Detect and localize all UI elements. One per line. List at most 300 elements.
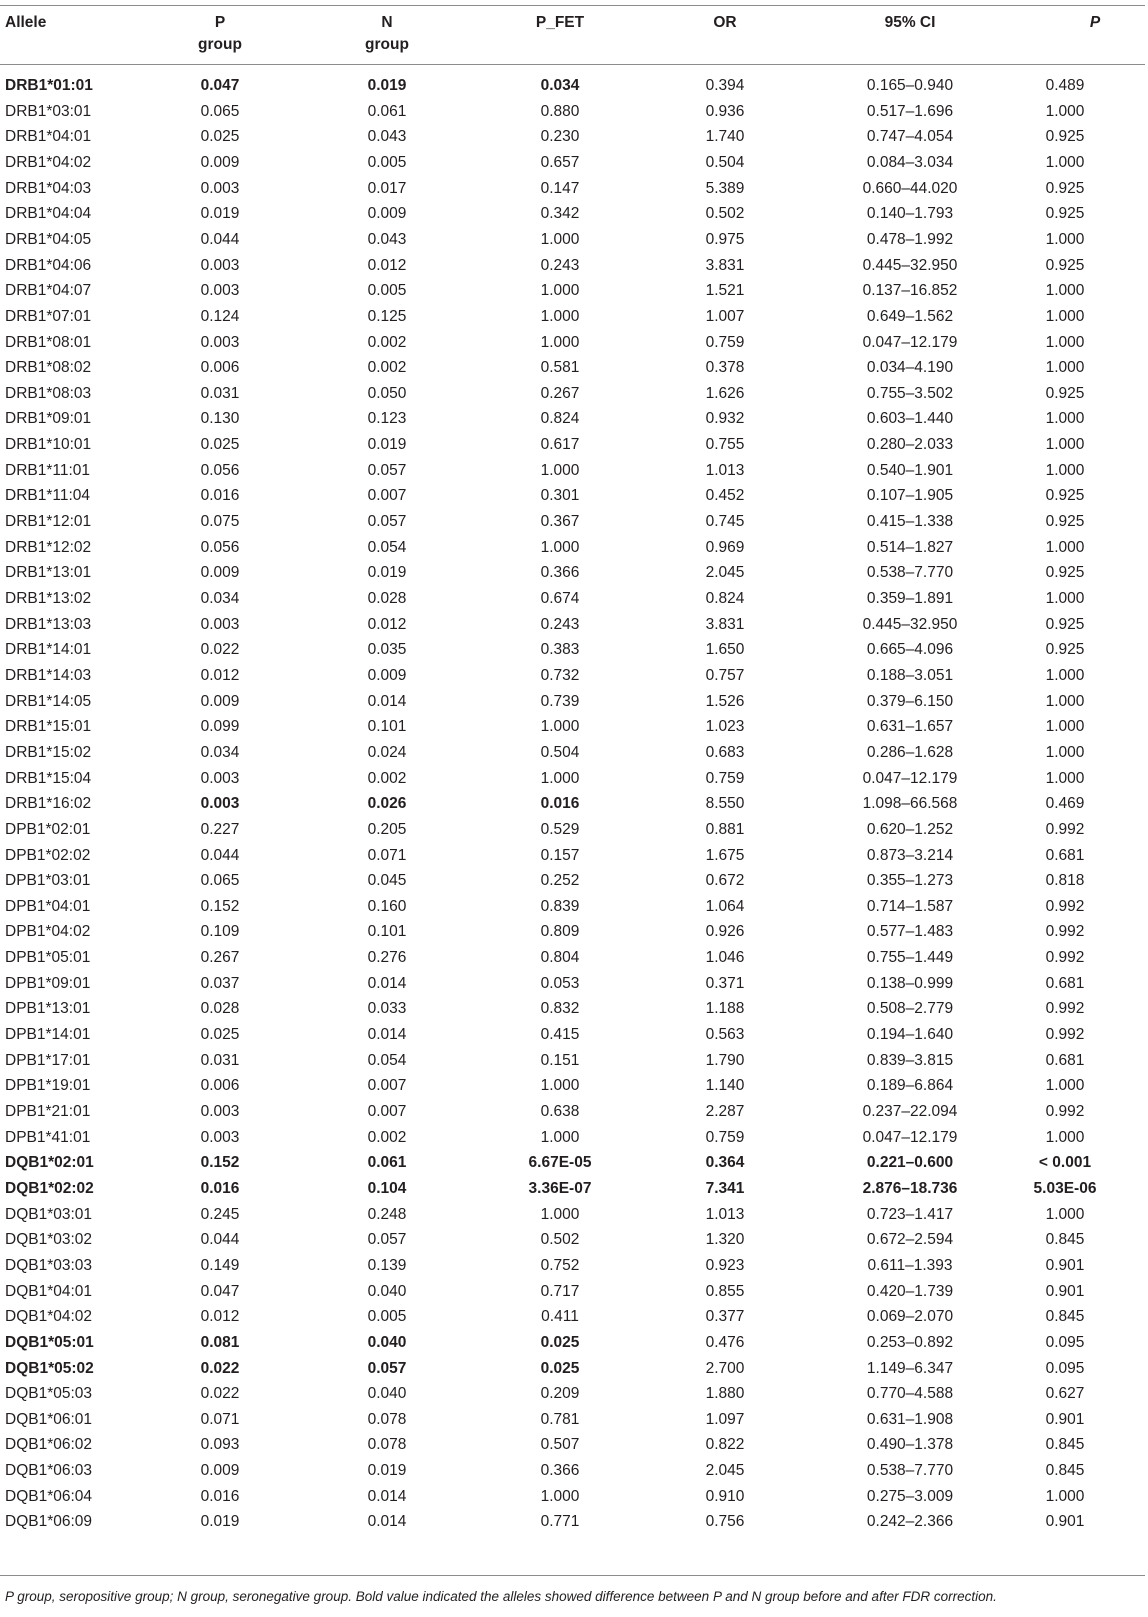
- cell-95-ci: 0.445–32.950: [862, 615, 958, 633]
- header-n-group-line2: group: [365, 36, 409, 53]
- cell-or: 1.013: [705, 461, 745, 479]
- cell-p: 1.000: [1045, 769, 1085, 787]
- table-row: [0, 509, 1148, 535]
- table-row: [0, 996, 1148, 1022]
- cell-p-fet: 0.415: [540, 1026, 580, 1044]
- cell-p-group: 0.267: [200, 949, 240, 967]
- cell-p-fet: 1.000: [540, 1128, 580, 1146]
- cell-p: 0.681: [1045, 846, 1085, 864]
- cell-95-ci: 0.359–1.891: [866, 590, 954, 607]
- cell-or: 1.880: [705, 1385, 745, 1403]
- cell-or: 0.504: [705, 153, 745, 171]
- cell-n-group: 0.005: [367, 153, 407, 171]
- cell-or: 1.320: [705, 1231, 745, 1249]
- cell-p-group: 0.012: [200, 1308, 240, 1326]
- cell-p-group: 0.009: [200, 692, 240, 710]
- cell-p-group: 0.227: [200, 820, 240, 838]
- cell-n-group: 0.061: [367, 102, 407, 120]
- table-row: [0, 253, 1148, 279]
- cell-p-group: 0.003: [200, 282, 240, 300]
- cell-95-ci: 0.140–1.793: [866, 205, 954, 223]
- cell-p-fet: 0.804: [540, 949, 580, 967]
- cell-allele: DPB1*21:01: [5, 1103, 91, 1120]
- cell-allele: DRB1*04:07: [5, 282, 92, 300]
- cell-or: 2.045: [705, 1462, 745, 1480]
- cell-p-group: 0.003: [200, 1103, 240, 1120]
- cell-p: 0.925: [1045, 641, 1085, 659]
- header-p: [1050, 12, 1140, 34]
- cell-allele: DQB1*02:01: [5, 1154, 94, 1172]
- table-row: [0, 330, 1148, 356]
- cell-allele: DQB1*03:03: [5, 1256, 93, 1274]
- cell-p-fet: 0.366: [540, 1462, 580, 1480]
- cell-p-fet: 0.781: [540, 1410, 580, 1428]
- cell-or: 5.389: [705, 179, 745, 197]
- cell-allele: DRB1*07:01: [5, 307, 92, 325]
- cell-p-group: 0.022: [200, 1385, 240, 1403]
- cell-95-ci: 0.237–22.094: [862, 1103, 958, 1120]
- cell-n-group: 0.054: [367, 1051, 407, 1069]
- cell-p: 1.000: [1045, 307, 1085, 325]
- table-row: [0, 176, 1148, 202]
- cell-p: 0.925: [1045, 615, 1085, 633]
- cell-allele: DQB1*06:03: [5, 1462, 93, 1480]
- cell-or: 0.824: [705, 590, 745, 607]
- cell-p-group: 0.056: [200, 461, 240, 479]
- table-row: [0, 304, 1148, 330]
- table-row: [0, 1304, 1148, 1330]
- cell-allele: DRB1*14:03: [5, 666, 92, 684]
- table-row: [0, 227, 1148, 253]
- cell-p-fet: 0.252: [540, 872, 580, 890]
- cell-or: 0.757: [705, 666, 745, 684]
- cell-allele: DQB1*06:04: [5, 1487, 93, 1505]
- table-row: [0, 1458, 1148, 1484]
- cell-95-ci: 0.242–2.366: [866, 1513, 954, 1531]
- cell-p-fet: 0.739: [540, 692, 580, 710]
- cell-allele: DRB1*04:05: [5, 230, 92, 248]
- cell-p: 1.000: [1045, 410, 1085, 428]
- cell-p: 5.03E-06: [1033, 1179, 1097, 1197]
- cell-p: 1.000: [1045, 1128, 1085, 1146]
- cell-allele: DPB1*13:01: [5, 1000, 91, 1018]
- cell-p: 0.925: [1045, 179, 1085, 197]
- cell-p: 0.992: [1045, 1026, 1085, 1044]
- cell-n-group: 0.002: [367, 333, 407, 351]
- cell-p: 0.469: [1045, 795, 1085, 813]
- cell-p-fet: 1.000: [540, 1077, 580, 1095]
- cell-p-group: 0.130: [200, 410, 240, 428]
- cell-p-fet: 0.839: [540, 897, 580, 915]
- cell-p: 0.901: [1045, 1282, 1085, 1300]
- cell-allele: DQB1*03:01: [5, 1205, 93, 1223]
- cell-n-group: 0.043: [367, 230, 407, 248]
- cell-95-ci: 0.084–3.034: [866, 153, 954, 171]
- cell-p: 1.000: [1045, 333, 1085, 351]
- header-or-label: OR: [713, 14, 737, 31]
- cell-p: 1.000: [1045, 692, 1085, 710]
- cell-n-group: 0.061: [367, 1154, 407, 1172]
- cell-n-group: 0.205: [367, 820, 407, 838]
- cell-p: 0.925: [1045, 256, 1085, 274]
- cell-or: 1.626: [705, 384, 745, 402]
- cell-n-group: 0.024: [367, 743, 407, 761]
- cell-or: 0.683: [705, 743, 745, 761]
- cell-95-ci: 0.770–4.588: [866, 1385, 954, 1403]
- cell-95-ci: 0.188–3.051: [866, 666, 954, 684]
- table-row: [0, 1356, 1148, 1382]
- cell-95-ci: 0.649–1.562: [866, 307, 954, 325]
- cell-allele: DRB1*15:04: [5, 769, 92, 787]
- cell-or: 1.023: [705, 718, 745, 736]
- cell-p-group: 0.003: [200, 795, 240, 813]
- cell-p-group: 0.065: [200, 102, 240, 120]
- cell-p-fet: 0.025: [540, 1359, 580, 1377]
- cell-95-ci: 1.098–66.568: [862, 795, 958, 813]
- cell-or: 0.756: [705, 1513, 745, 1531]
- cell-p: 0.992: [1045, 1000, 1085, 1018]
- cell-allele: DPB1*19:01: [5, 1077, 91, 1095]
- cell-p-group: 0.003: [200, 333, 240, 351]
- cell-p-fet: 1.000: [540, 230, 580, 248]
- cell-95-ci: 0.603–1.440: [866, 410, 954, 428]
- table-row: [0, 1279, 1148, 1305]
- cell-or: 1.521: [705, 282, 745, 300]
- cell-p-fet: 0.230: [540, 128, 580, 146]
- cell-or: 0.476: [705, 1333, 745, 1351]
- cell-p-fet: 0.209: [540, 1385, 580, 1403]
- cell-or: 1.526: [705, 692, 745, 710]
- cell-p-group: 0.019: [200, 1513, 240, 1531]
- cell-allele: DPB1*17:01: [5, 1051, 91, 1069]
- cell-or: 0.936: [705, 102, 745, 120]
- cell-95-ci: 0.665–4.096: [866, 641, 954, 659]
- cell-p-group: 0.124: [200, 307, 240, 325]
- cell-p-group: 0.016: [200, 487, 240, 505]
- table-row: [0, 971, 1148, 997]
- cell-p: 0.992: [1045, 1103, 1085, 1120]
- table-row: [0, 1227, 1148, 1253]
- cell-allele: DRB1*13:01: [5, 564, 92, 582]
- cell-or: 0.377: [705, 1308, 745, 1326]
- cell-or: 0.881: [705, 820, 745, 838]
- cell-p-group: 0.009: [200, 564, 240, 582]
- cell-allele: DRB1*14:01: [5, 641, 92, 659]
- cell-95-ci: 0.047–12.179: [862, 769, 958, 787]
- header-n-group: [347, 12, 427, 56]
- cell-p-fet: 0.504: [540, 743, 580, 761]
- table-footnote: P group, seropositive group; N group, seronegative group. Bold value indicated the alleles showed difference between P and N group before and after FDR correction.: [5, 1589, 997, 1604]
- cell-or: 0.975: [705, 230, 745, 248]
- cell-p-fet: 0.717: [540, 1282, 580, 1300]
- cell-n-group: 0.014: [367, 692, 407, 710]
- cell-p-group: 0.022: [200, 1359, 240, 1377]
- table-row: [0, 278, 1148, 304]
- cell-95-ci: 0.478–1.992: [866, 230, 954, 248]
- table-header-row: [0, 12, 1148, 58]
- cell-or: 1.046: [705, 949, 745, 967]
- header-or: [685, 12, 765, 34]
- table-row: [0, 1176, 1148, 1202]
- cell-n-group: 0.050: [367, 384, 407, 402]
- cell-n-group: 0.002: [367, 359, 407, 377]
- cell-n-group: 0.009: [367, 666, 407, 684]
- cell-p-group: 0.044: [200, 846, 240, 864]
- cell-p-group: 0.003: [200, 256, 240, 274]
- cell-n-group: 0.045: [367, 872, 407, 890]
- cell-p-group: 0.034: [200, 590, 240, 607]
- cell-95-ci: 0.138–0.999: [866, 974, 954, 992]
- cell-p: 1.000: [1045, 538, 1085, 556]
- cell-p: 1.000: [1045, 436, 1085, 454]
- cell-n-group: 0.040: [367, 1333, 407, 1351]
- cell-95-ci: 0.355–1.273: [866, 872, 954, 890]
- cell-n-group: 0.040: [367, 1282, 407, 1300]
- table-bottom-rule: [0, 1575, 1145, 1576]
- cell-p: 0.992: [1045, 897, 1085, 915]
- cell-or: 0.378: [705, 359, 745, 377]
- cell-p-group: 0.031: [200, 384, 240, 402]
- cell-95-ci: 0.839–3.815: [866, 1051, 954, 1069]
- cell-allele: DRB1*14:05: [5, 692, 92, 710]
- cell-or: 1.650: [705, 641, 745, 659]
- cell-p-group: 0.245: [200, 1205, 240, 1223]
- cell-n-group: 0.019: [367, 436, 407, 454]
- cell-p-fet: 0.267: [540, 384, 580, 402]
- cell-p-fet: 0.016: [540, 795, 580, 813]
- header-p-group-line1: P: [214, 14, 226, 31]
- table-row: [0, 1432, 1148, 1458]
- cell-or: 0.745: [705, 513, 745, 531]
- cell-n-group: 0.101: [367, 923, 407, 941]
- cell-p-fet: 0.502: [540, 1231, 580, 1249]
- cell-p-fet: 0.674: [540, 590, 580, 607]
- cell-95-ci: 0.286–1.628: [866, 743, 954, 761]
- cell-p: 0.925: [1045, 513, 1085, 531]
- cell-allele: DQB1*05:03: [5, 1385, 93, 1403]
- cell-or: 0.502: [705, 205, 745, 223]
- cell-95-ci: 0.047–12.179: [862, 1128, 958, 1146]
- cell-p-fet: 0.507: [540, 1436, 580, 1454]
- cell-95-ci: 0.415–1.338: [866, 513, 954, 531]
- cell-or: 0.923: [705, 1256, 745, 1274]
- cell-p-group: 0.047: [200, 77, 240, 94]
- table-row: [0, 817, 1148, 843]
- cell-or: 2.287: [705, 1103, 745, 1120]
- cell-p: 0.925: [1045, 128, 1085, 146]
- cell-p: 1.000: [1045, 230, 1085, 248]
- cell-allele: DQB1*06:09: [5, 1513, 93, 1531]
- cell-n-group: 0.007: [367, 1077, 407, 1095]
- cell-or: 0.755: [705, 436, 745, 454]
- cell-n-group: 0.017: [367, 179, 407, 197]
- cell-allele: DPB1*03:01: [5, 872, 91, 890]
- cell-p-fet: 0.411: [541, 1308, 579, 1326]
- cell-p-group: 0.003: [200, 179, 240, 197]
- cell-allele: DPB1*02:02: [5, 846, 91, 864]
- cell-p: 0.489: [1045, 77, 1085, 94]
- cell-95-ci: 0.420–1.739: [866, 1282, 954, 1300]
- cell-or: 0.672: [705, 872, 745, 890]
- table-row: [0, 612, 1148, 638]
- cell-n-group: 0.035: [367, 641, 407, 659]
- cell-allele: DPB1*09:01: [5, 974, 91, 992]
- cell-p-fet: 0.529: [540, 820, 580, 838]
- cell-allele: DPB1*41:01: [5, 1128, 91, 1146]
- cell-p: 0.681: [1045, 1051, 1085, 1069]
- cell-p-group: 0.028: [200, 1000, 240, 1018]
- cell-p: 0.925: [1045, 564, 1085, 582]
- cell-allele: DRB1*04:03: [5, 179, 92, 197]
- cell-n-group: 0.002: [367, 1128, 407, 1146]
- table-row: [0, 355, 1148, 381]
- cell-95-ci: 0.194–1.640: [866, 1026, 954, 1044]
- cell-95-ci: 0.755–1.449: [866, 949, 954, 967]
- header-p-fet-label: P_FET: [535, 14, 585, 31]
- cell-n-group: 0.057: [367, 461, 407, 479]
- cell-95-ci: 0.107–1.905: [866, 487, 954, 505]
- cell-p-fet: 0.617: [540, 436, 580, 454]
- cell-allele: DRB1*04:02: [5, 153, 92, 171]
- cell-allele: DRB1*15:02: [5, 743, 92, 761]
- cell-95-ci: 0.538–7.770: [866, 1462, 954, 1480]
- cell-p-fet: 1.000: [540, 1487, 580, 1505]
- cell-p-group: 0.081: [200, 1333, 240, 1351]
- cell-allele: DRB1*12:02: [5, 538, 92, 556]
- cell-p-fet: 0.342: [540, 205, 580, 223]
- cell-p-group: 0.022: [200, 641, 240, 659]
- cell-p-fet: 0.638: [540, 1103, 580, 1120]
- table-row: [0, 381, 1148, 407]
- cell-p: 0.925: [1045, 487, 1085, 505]
- cell-p-group: 0.099: [200, 718, 240, 736]
- cell-p-fet: 1.000: [540, 333, 580, 351]
- cell-p-fet: 0.771: [540, 1513, 580, 1531]
- cell-p-fet: 6.67E-05: [528, 1154, 592, 1172]
- cell-n-group: 0.005: [367, 282, 407, 300]
- cell-95-ci: 0.445–32.950: [862, 256, 958, 274]
- cell-or: 1.188: [705, 1000, 745, 1018]
- cell-allele: DRB1*12:01: [5, 513, 92, 531]
- cell-allele: DPB1*04:02: [5, 923, 91, 941]
- cell-p-fet: 0.383: [540, 641, 580, 659]
- header-allele: [5, 12, 46, 34]
- cell-95-ci: 0.538–7.770: [866, 564, 954, 582]
- table-row: [0, 1150, 1148, 1176]
- cell-p: 1.000: [1045, 743, 1085, 761]
- cell-95-ci: 0.672–2.594: [866, 1231, 954, 1249]
- cell-allele: DRB1*09:01: [5, 410, 92, 428]
- cell-p-group: 0.152: [200, 1154, 240, 1172]
- cell-p-group: 0.065: [200, 872, 240, 890]
- table-row: [0, 663, 1148, 689]
- cell-p-fet: 0.880: [540, 102, 580, 120]
- cell-p-group: 0.016: [200, 1179, 240, 1197]
- cell-n-group: 0.014: [367, 1487, 407, 1505]
- table-row: [0, 406, 1148, 432]
- cell-p-fet: 1.000: [540, 718, 580, 736]
- cell-n-group: 0.012: [367, 256, 407, 274]
- table-row: [0, 458, 1148, 484]
- cell-allele: DQB1*03:02: [5, 1231, 93, 1249]
- cell-p-group: 0.047: [200, 1282, 240, 1300]
- cell-95-ci: 0.275–3.009: [866, 1487, 954, 1505]
- cell-p-group: 0.025: [200, 1026, 240, 1044]
- cell-95-ci: 0.620–1.252: [866, 820, 954, 838]
- cell-allele: DRB1*04:06: [5, 256, 92, 274]
- cell-allele: DPB1*04:01: [5, 897, 91, 915]
- cell-or: 1.097: [705, 1410, 745, 1428]
- cell-95-ci: 0.253–0.892: [866, 1333, 954, 1351]
- cell-allele: DQB1*04:01: [5, 1282, 93, 1300]
- cell-p-group: 0.009: [200, 1462, 240, 1480]
- cell-n-group: 0.002: [367, 769, 407, 787]
- cell-95-ci: 0.379–6.150: [866, 692, 954, 710]
- table-row: [0, 843, 1148, 869]
- cell-95-ci: 0.873–3.214: [866, 846, 954, 864]
- cell-95-ci: 0.490–1.378: [866, 1436, 954, 1454]
- cell-p-group: 0.025: [200, 128, 240, 146]
- cell-p-fet: 0.053: [540, 974, 580, 992]
- table-row: [0, 1381, 1148, 1407]
- cell-n-group: 0.125: [367, 307, 407, 325]
- cell-p: < 0.001: [1038, 1154, 1092, 1172]
- table-top-rule: [0, 5, 1145, 6]
- cell-p-fet: 0.366: [540, 564, 580, 582]
- cell-p: 0.627: [1045, 1385, 1085, 1403]
- table-row: [0, 150, 1148, 176]
- cell-95-ci: 0.714–1.587: [866, 897, 954, 915]
- cell-p-group: 0.037: [200, 974, 240, 992]
- cell-allele: DRB1*15:01: [5, 718, 92, 736]
- cell-or: 1.675: [705, 846, 745, 864]
- table-row: [0, 1125, 1148, 1151]
- cell-n-group: 0.104: [367, 1179, 407, 1197]
- cell-p-group: 0.056: [200, 538, 240, 556]
- cell-or: 0.563: [705, 1026, 745, 1044]
- cell-or: 1.790: [705, 1051, 745, 1069]
- table-row: [0, 1048, 1148, 1074]
- cell-p: 1.000: [1045, 102, 1085, 120]
- cell-allele: DQB1*04:02: [5, 1308, 93, 1326]
- cell-95-ci: 0.723–1.417: [866, 1205, 954, 1223]
- cell-p: 0.901: [1045, 1513, 1085, 1531]
- table-row: [0, 535, 1148, 561]
- cell-95-ci: 0.069–2.070: [866, 1308, 954, 1326]
- cell-p-group: 0.003: [200, 769, 240, 787]
- cell-p-fet: 1.000: [540, 307, 580, 325]
- table-row: [0, 483, 1148, 509]
- cell-allele: DRB1*16:02: [5, 795, 92, 813]
- cell-n-group: 0.014: [367, 1026, 407, 1044]
- cell-p: 0.925: [1045, 205, 1085, 223]
- cell-or: 8.550: [705, 795, 745, 813]
- cell-p-group: 0.025: [200, 436, 240, 454]
- cell-p-fet: 0.151: [540, 1051, 580, 1069]
- cell-p: 1.000: [1045, 359, 1085, 377]
- cell-p: 0.992: [1045, 923, 1085, 941]
- cell-p: 0.845: [1045, 1462, 1085, 1480]
- cell-p-group: 0.006: [200, 1077, 240, 1095]
- table-row: [0, 1509, 1148, 1535]
- cell-n-group: 0.057: [367, 1359, 407, 1377]
- cell-n-group: 0.160: [367, 897, 407, 915]
- header-95-ci: [840, 12, 980, 34]
- cell-or: 1.064: [705, 897, 745, 915]
- cell-or: 1.740: [705, 128, 745, 146]
- cell-or: 0.364: [705, 1154, 745, 1172]
- cell-p-group: 0.044: [200, 230, 240, 248]
